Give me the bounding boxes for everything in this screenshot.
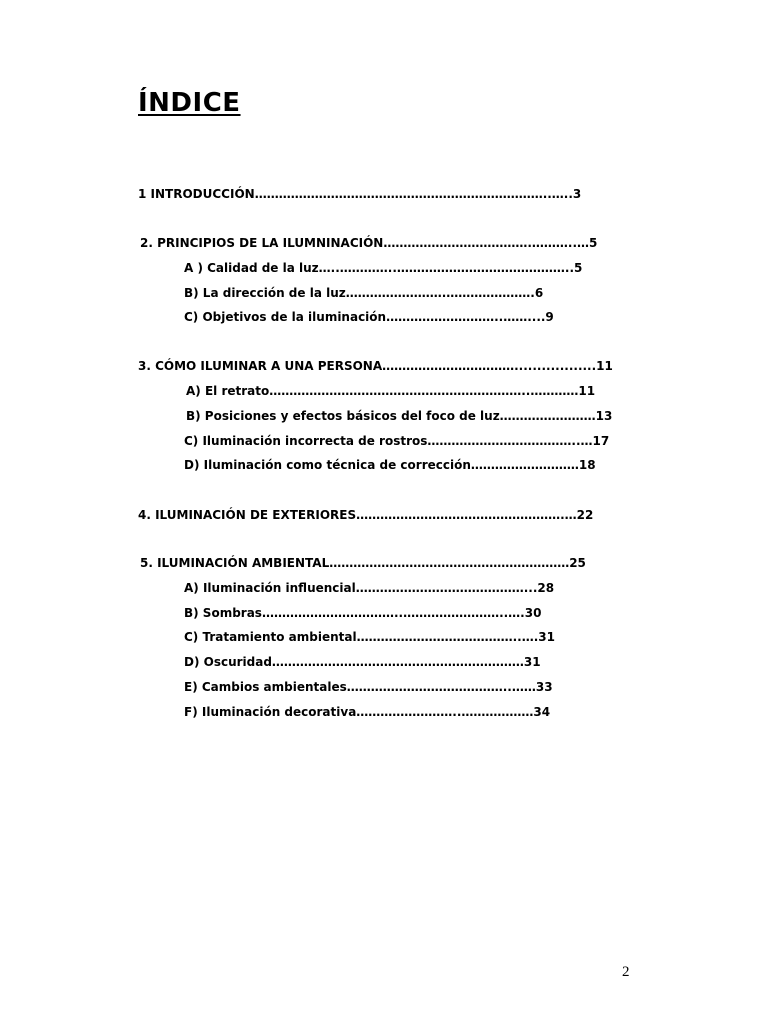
toc-entry-exteriores: 4. ILUMINACIÓN DE EXTERIORES…………………………………………….…22 bbox=[138, 508, 594, 522]
toc-entry-introduccion: 1 INTRODUCCIÓN………………………………………………………………..…..3 bbox=[138, 187, 582, 201]
toc-entry-oscuridad: D) Oscuridad………………………………………………………31 bbox=[184, 655, 541, 669]
toc-entry-retrato: A) El retrato………………………………………………………..…………11 bbox=[186, 384, 596, 398]
toc-entry-posiciones: B) Posiciones y efectos básicos del foco de luz……………………13 bbox=[186, 409, 613, 423]
toc-entry-tratamiento: C) Tratamiento ambiental…………………………………..….31 bbox=[184, 630, 555, 644]
toc-entry-incorrecta: C) Iluminación incorrecta de rostros………………………………..…17 bbox=[184, 434, 610, 448]
toc-entry-sombras: B) Sombras……………………………..……………………..….30 bbox=[184, 606, 542, 620]
toc-entry-decorativa: F) Iluminación decorativa……………………..………………34 bbox=[184, 705, 551, 719]
toc-entry-calidad-luz: A ) Calidad de la luz…..…………..……………………………………..5 bbox=[184, 261, 583, 275]
toc-entry-correccion: D) Iluminación como técnica de corrección………………………18 bbox=[184, 458, 596, 472]
page-title: ÍNDICE bbox=[138, 88, 241, 118]
toc-entry-ambiental: 5. ILUMINACIÓN AMBIENTAL……………………………………………………25 bbox=[140, 556, 586, 570]
toc-entry-como-iluminar: 3. CÓMO ILUMINAR A UNA PERSONA……………………………..................11 bbox=[138, 359, 613, 373]
toc-entry-objetivos: C) Objetivos de la iluminación………………………..……....9 bbox=[184, 310, 554, 324]
toc-entry-direccion-luz: B) La dirección de la luz…………………….………………….6 bbox=[184, 286, 544, 300]
toc-entry-cambios: E) Cambios ambientales…………………………………..……33 bbox=[184, 680, 553, 694]
page-number: 2 bbox=[622, 964, 630, 980]
toc-entry-influencial: A) Iluminación influencial……………………………………...28 bbox=[184, 581, 555, 595]
toc-entry-principios: 2. PRINCIPIOS DE LA ILUMNINACIÓN……………………………….………..…5 bbox=[140, 236, 598, 250]
